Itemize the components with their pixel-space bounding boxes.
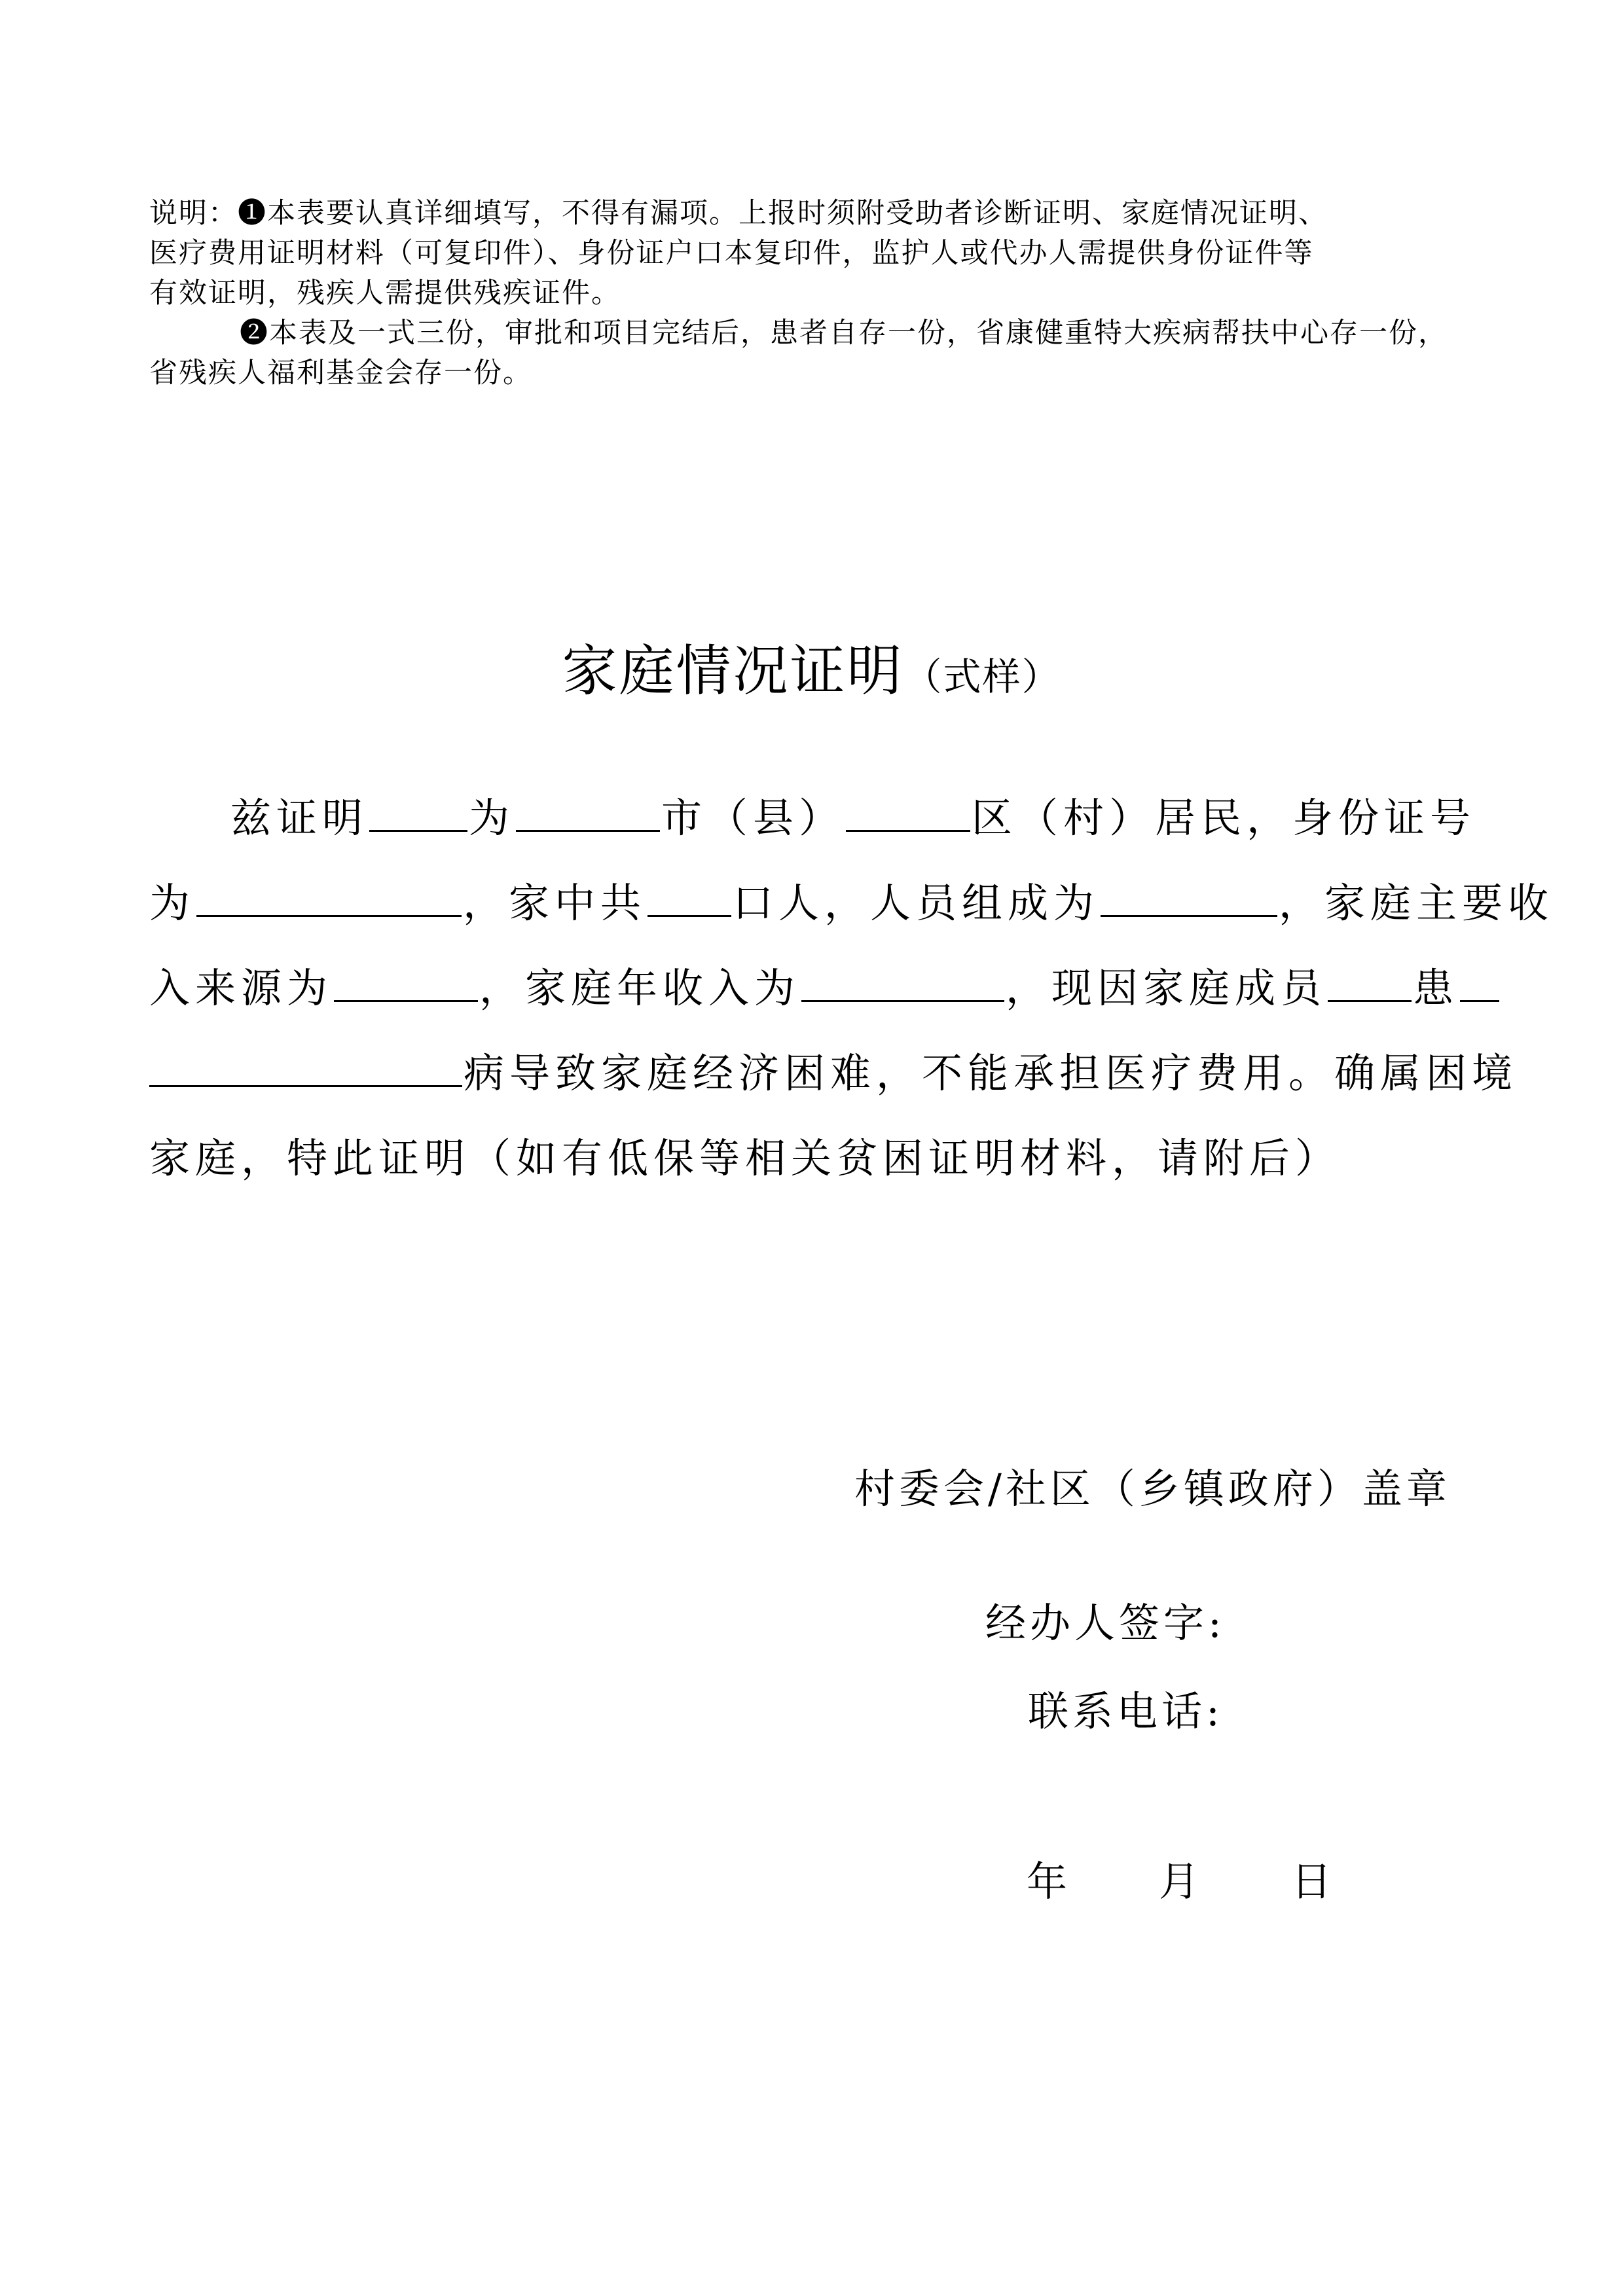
- certificate-line-4: [149, 1031, 1518, 1116]
- blank-family-count[interactable]: [647, 881, 731, 917]
- blank-district[interactable]: [846, 796, 970, 832]
- instructions-line-3: 有效证明，残疾人需提供残疾证件。: [149, 277, 621, 310]
- text-members: 口人，人员组成为: [733, 879, 1100, 927]
- certificate-body: [149, 776, 1554, 1201]
- text-is: 为: [469, 794, 515, 842]
- date-month-label: 月: [1159, 1857, 1200, 1905]
- date-day-label: 日: [1291, 1857, 1332, 1905]
- text-city-county: 市（县）: [661, 794, 845, 842]
- instructions-line-2: 医疗费用证明材料（可复印件）、身份证户口本复印件，监护人或代办人需提供身份证件等: [149, 237, 1314, 270]
- certificate-line-5: [149, 1116, 1491, 1201]
- title-sample-note: （式样）: [903, 655, 1061, 699]
- text-family-total: ，家中共: [463, 879, 647, 927]
- text-suffers: 患: [1413, 964, 1459, 1012]
- stamp-label: 村委会/社区（乡镇政府）盖章: [854, 1465, 1451, 1513]
- text-disease-hardship: 病导致家庭经济困难，不能承担医疗费用。确属困境: [464, 1049, 1518, 1097]
- date-line: [1027, 1849, 1332, 1907]
- date-year-label: 年: [1027, 1857, 1068, 1905]
- blank-disease-name[interactable]: [149, 1051, 462, 1087]
- blank-annual-income[interactable]: [801, 966, 1004, 1002]
- blank-patient-name[interactable]: [1328, 966, 1412, 1002]
- text-family-member: ，现因家庭成员: [1006, 964, 1327, 1012]
- blank-disease-start[interactable]: [1460, 966, 1499, 1002]
- blank-person-name[interactable]: [369, 796, 467, 832]
- instructions-section: [149, 194, 1472, 393]
- certificate-line-3: [149, 946, 1491, 1031]
- handler-signature-label: 经办人签字:: [985, 1599, 1226, 1647]
- blank-family-composition[interactable]: [1101, 881, 1277, 917]
- instructions-line-4: ❷本表及一式三份，审批和项目完结后，患者自存一份，省康健重特大疾病帮扶中心存一份，: [240, 317, 1448, 350]
- document-title: [0, 635, 1623, 713]
- instructions-line-1: 说明：❶本表要认真详细填写，不得有漏项。上报时须附受助者诊断证明、家庭情况证明、: [149, 197, 1328, 230]
- text-hereby-certify: 家庭，特此证明（如有低保等相关贫困证明材料，请附后）: [149, 1134, 1341, 1182]
- text-certify: 兹证明: [230, 794, 369, 842]
- text-is-2: 为: [149, 879, 196, 927]
- text-income-source-start: ，家庭主要收: [1279, 879, 1554, 927]
- contact-phone-label: 联系电话:: [1028, 1687, 1224, 1735]
- blank-city[interactable]: [516, 796, 660, 832]
- text-annual-income: ，家庭年收入为: [479, 964, 801, 1012]
- title-main: 家庭情况证明: [562, 639, 904, 703]
- blank-income-source[interactable]: [334, 966, 478, 1002]
- blank-id-number[interactable]: [196, 881, 462, 917]
- certificate-line-1: [149, 776, 1491, 861]
- text-income-source: 入来源为: [149, 964, 333, 1012]
- text-district-resident: 区（村）居民，身份证号: [972, 794, 1476, 842]
- instructions-line-5: 省残疾人福利基金会存一份。: [149, 357, 532, 389]
- certificate-line-2: [149, 861, 1554, 946]
